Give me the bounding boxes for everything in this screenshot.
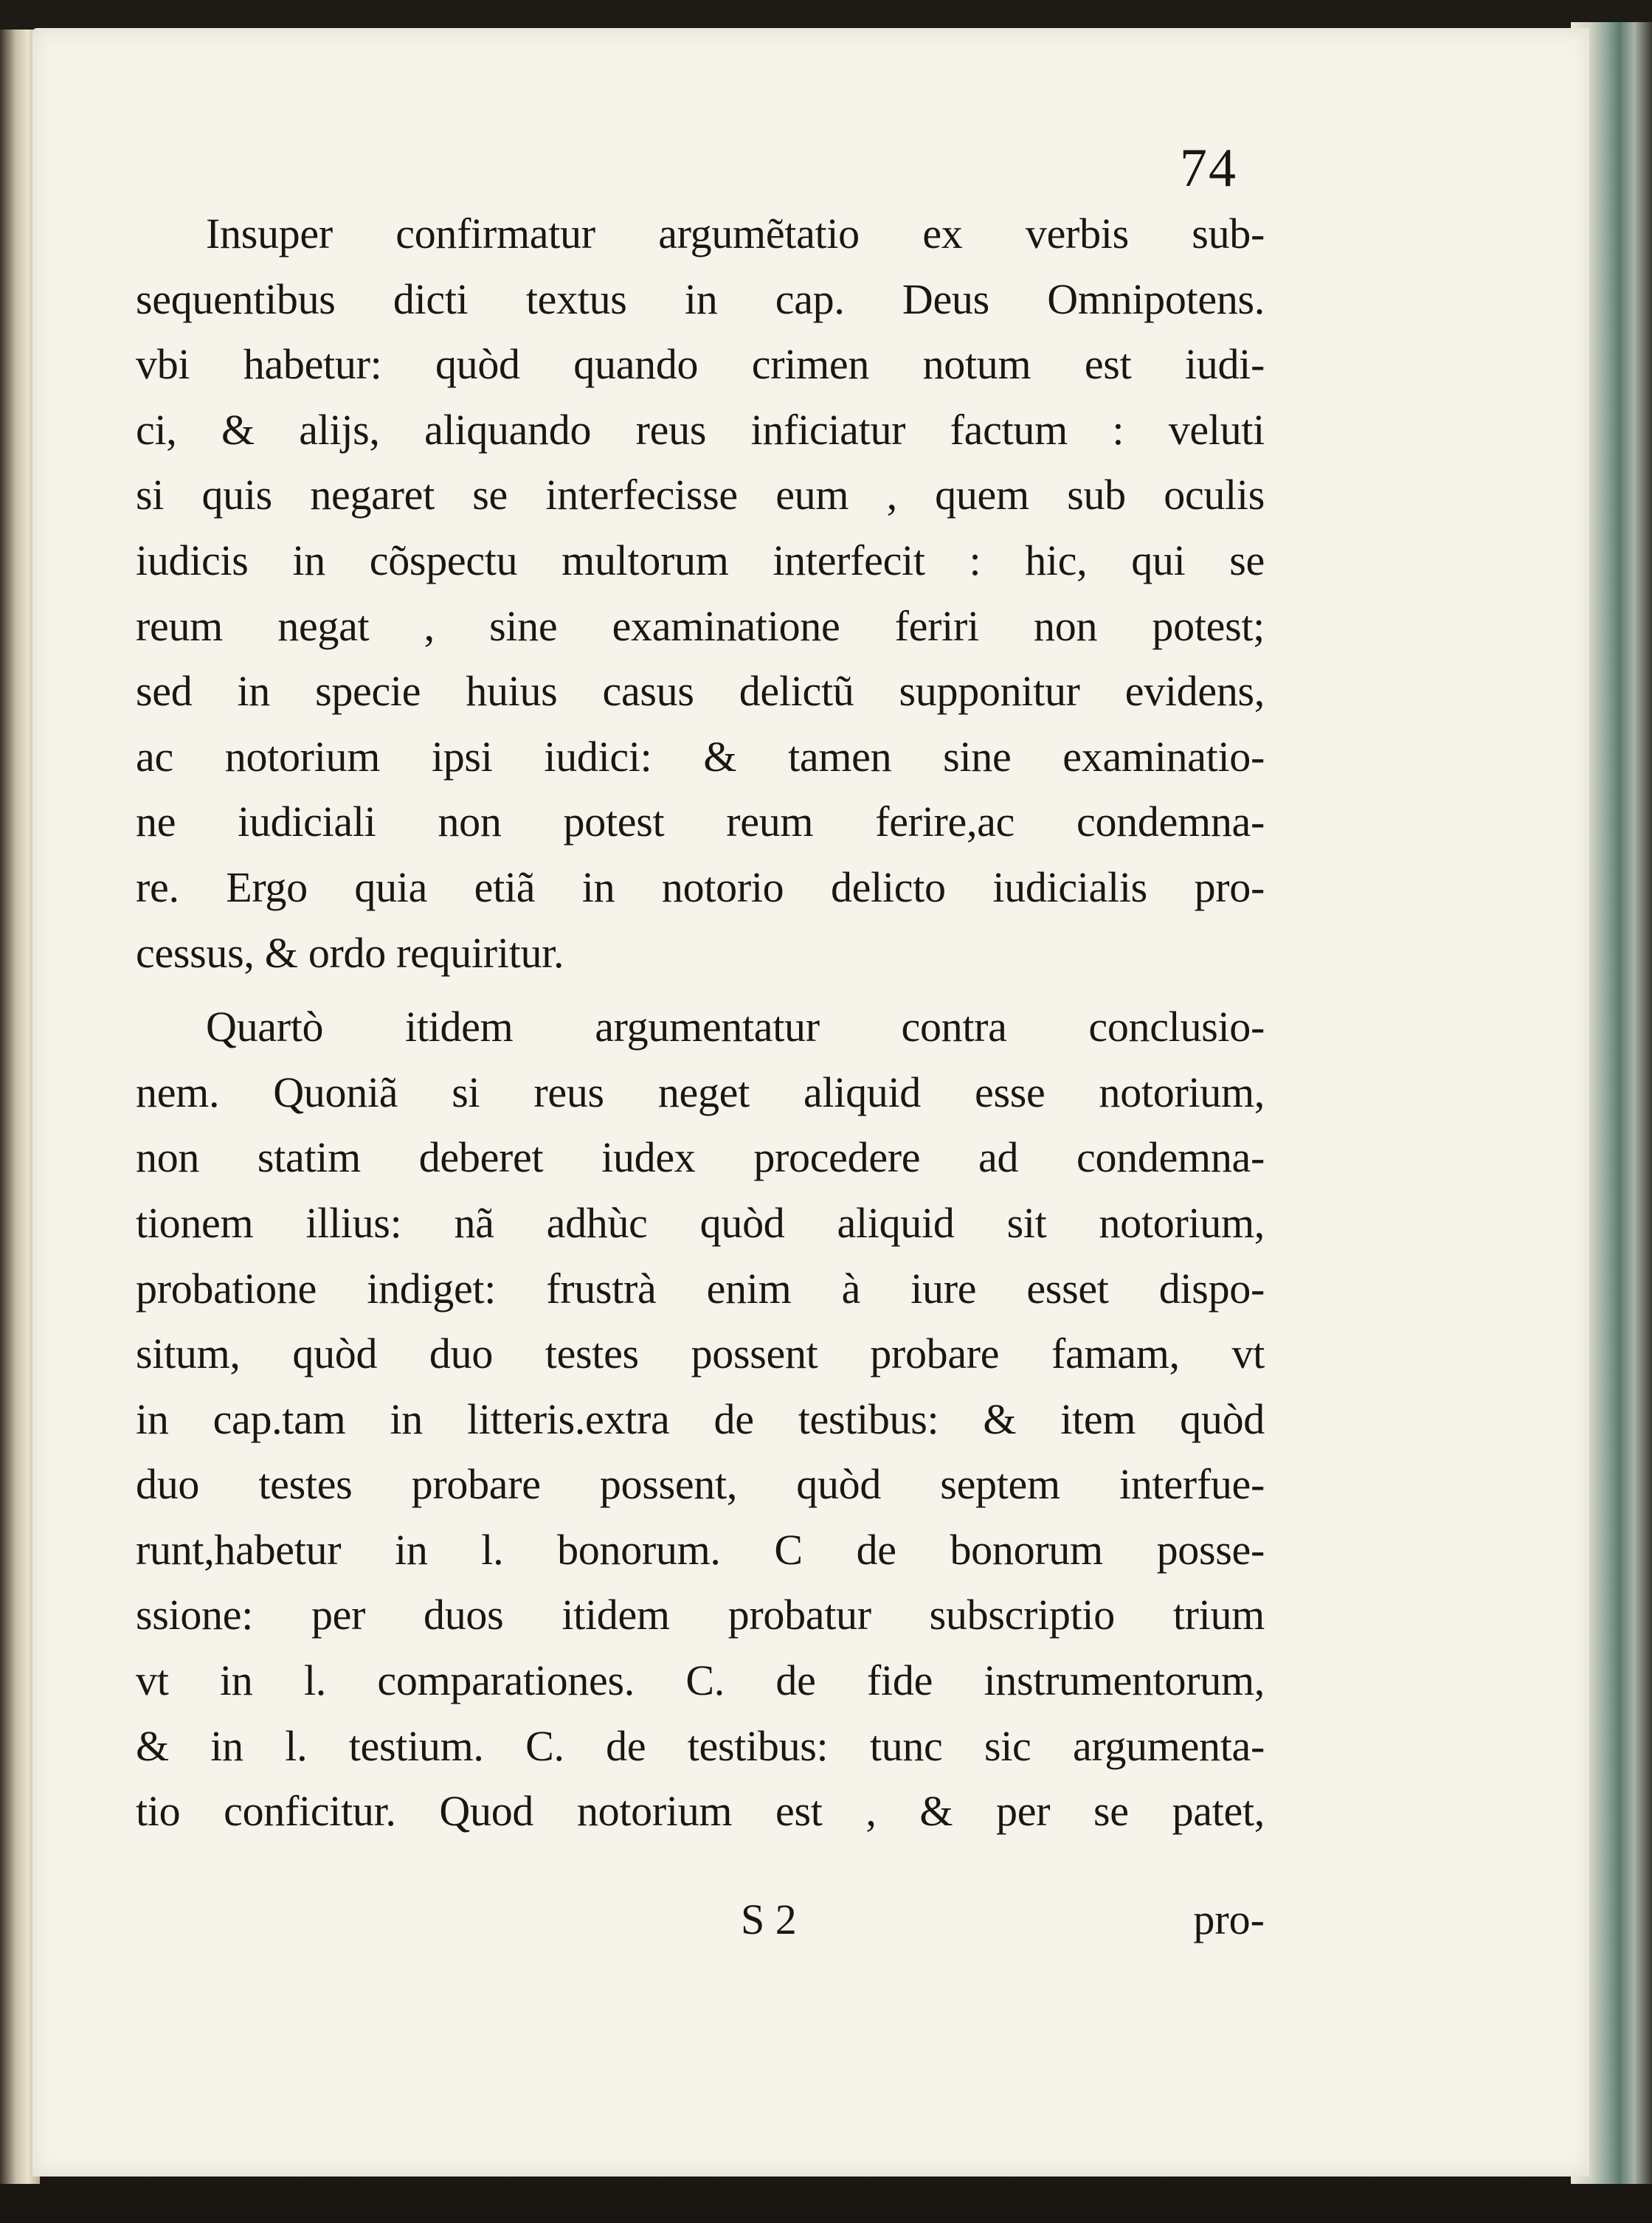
paragraph-1 bbox=[136, 201, 1265, 986]
text-line: runt,habetur in l. bonorum. C de bonorum posse- bbox=[136, 1525, 1265, 1574]
text-line: cessus, & ordo requiritur. bbox=[136, 928, 564, 977]
text-line: nem. Quoniã si reus neget aliquid esse notorium, bbox=[136, 1068, 1265, 1116]
text-line: situm, quòd duo testes possent probare famam, vt bbox=[136, 1330, 1265, 1378]
text-line: iudicis in cõspectu multorum interfecit : hic, qui se bbox=[136, 536, 1265, 584]
text-line: Quartò itidem argumentatur contra conclusio- bbox=[206, 1003, 1265, 1051]
text-line: vt in l. comparationes. C. de fide instrumentorum, bbox=[136, 1656, 1265, 1705]
text-line: re. Ergo quia etiã in notorio delicto iudicialis pro- bbox=[136, 862, 1265, 911]
paragraph-2 bbox=[136, 995, 1265, 1845]
book-page bbox=[32, 28, 1589, 2177]
catchword: pro- bbox=[1193, 1895, 1265, 1943]
page-number: 74 bbox=[1180, 138, 1237, 198]
text-line: sed in specie huius casus delictũ supponitur evidens, bbox=[136, 667, 1265, 716]
text-line: in cap.tam in litteris.extra de testibus: & item quòd bbox=[136, 1394, 1265, 1443]
text-line: & in l. testium. C. de testibus: tunc sic argumenta- bbox=[136, 1721, 1265, 1770]
text-line: non statim deberet iudex procedere ad condemna- bbox=[136, 1133, 1265, 1182]
text-line: ne iudiciali non potest reum ferire,ac condemna- bbox=[136, 798, 1265, 846]
text-line: duo testes probare possent, quòd septem interfue- bbox=[136, 1460, 1265, 1509]
page-footer bbox=[136, 1895, 1265, 1954]
text-line: vbi habetur: quòd quando crimen notum est iudi- bbox=[136, 340, 1265, 389]
text-line: ci, & alijs, aliquando reus inficiatur factum : veluti bbox=[136, 405, 1265, 454]
text-line: Insuper confirmatur argumẽtatio ex verbis sub- bbox=[206, 210, 1265, 257]
body-text bbox=[136, 201, 1265, 1845]
text-line: reum negat , sine examinatione feriri non potest; bbox=[136, 601, 1265, 650]
text-line: si quis negaret se interfecisse eum , quem sub oculis bbox=[136, 471, 1265, 519]
text-line: sequentibus dicti textus in cap. Deus Omnipotens. bbox=[136, 274, 1265, 323]
text-line: ssione: per duos itidem probatur subscriptio trium bbox=[136, 1591, 1265, 1639]
text-line: tionem illius: nã adhùc quòd aliquid sit notorium, bbox=[136, 1198, 1265, 1247]
text-line: ac notorium ipsi iudici: & tamen sine examinatio- bbox=[136, 732, 1265, 781]
signature-mark: S 2 bbox=[741, 1895, 797, 1943]
text-line: probatione indiget: frustrà enim à iure esset dispo- bbox=[136, 1264, 1265, 1313]
text-line: tio conficitur. Quod notorium est , & per se patet, bbox=[136, 1787, 1265, 1836]
